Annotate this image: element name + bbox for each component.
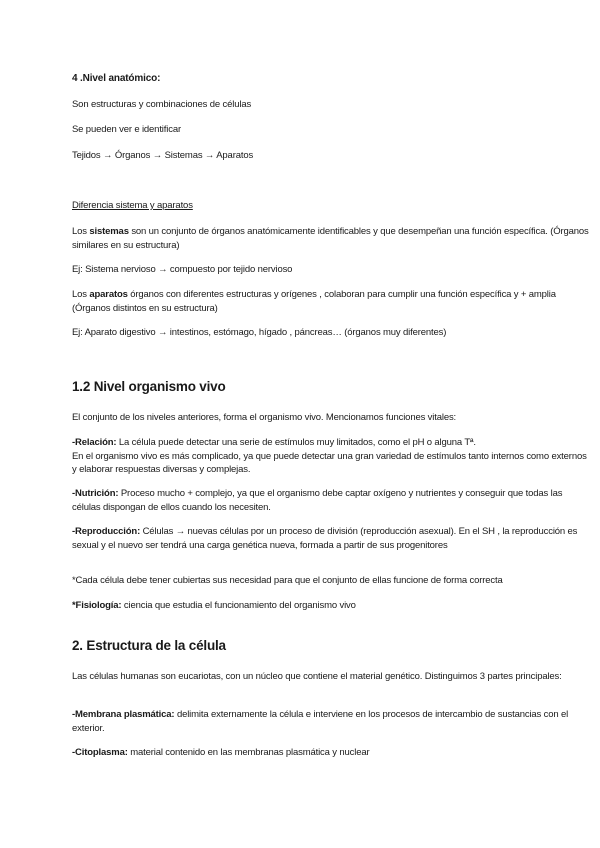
paragraph-intro-organismo: El conjunto de los niveles anteriores, forma el organismo vivo. Mencionamos funciones vitales: bbox=[72, 412, 457, 423]
nutricion-text: Proceso mucho + complejo, ya que el organismo debe captar oxígeno y nutrientes y conseguir que todas las células dispongan de ellos cuando los necesiten. bbox=[72, 488, 563, 513]
aparatos-term: aparatos bbox=[89, 289, 128, 300]
paragraph-ejemplo-aparato: Ej: Aparato digestivo → intestinos, estómago, hígado , páncreas… (órganos muy diferentes) bbox=[72, 327, 447, 338]
paragraph-nutricion bbox=[72, 487, 592, 514]
membrana-label: -Membrana plasmática: bbox=[72, 709, 175, 720]
paragraph-aparatos bbox=[72, 288, 592, 315]
aparatos-definition: órganos con diferentes estructuras y orígenes , colaboran para cumplir una función específica y + amplia (Órganos distintos en su estructura) bbox=[72, 289, 556, 314]
paragraph-nota-celula: *Cada célula debe tener cubiertas sus necesidad para que el conjunto de ellas funcione de forma correcta bbox=[72, 575, 503, 586]
citoplasma-label: -Citoplasma: bbox=[72, 747, 128, 758]
sistemas-definition: son un conjunto de órganos anatómicamente identificables y que desempeñan una función específica. (Órganos similares en su estructura) bbox=[72, 226, 589, 251]
reproduccion-text: Células → nuevas células por un proceso de división (reproducción asexual). En el SH , la reproducción es sexual y el nuevo ser tendrá una carga genética nueva, formada a partir de sus progenitores bbox=[72, 526, 578, 551]
fisiologia-text: ciencia que estudia el funcionamiento del organismo vivo bbox=[121, 600, 356, 611]
citoplasma-text: material contenido en las membranas plasmática y nuclear bbox=[127, 747, 370, 758]
subheading-diferencia: Diferencia sistema y aparatos bbox=[72, 200, 193, 211]
paragraph-jerarquia: Tejidos → Órganos → Sistemas → Aparatos bbox=[72, 150, 254, 161]
heading-estructura-celula: 2. Estructura de la célula bbox=[72, 638, 226, 653]
nutricion-label: -Nutrición: bbox=[72, 488, 119, 499]
paragraph-reproduccion bbox=[72, 525, 592, 552]
paragraph-fisiologia bbox=[72, 599, 592, 613]
relacion-label: -Relación: bbox=[72, 437, 117, 448]
reproduccion-label: -Reproducción: bbox=[72, 526, 141, 537]
paragraph-sistemas bbox=[72, 225, 592, 252]
fisiologia-label: *Fisiología: bbox=[72, 600, 122, 611]
paragraph-relacion bbox=[72, 436, 592, 477]
membrana-text: delimita externamente la célula e interviene en los procesos de intercambio de sustancias con el exterior. bbox=[72, 709, 569, 734]
heading-nivel-anatomico: 4 .Nivel anatómico: bbox=[72, 73, 161, 84]
sistemas-term: sistemas bbox=[89, 226, 129, 237]
paragraph-eucariotas: Las células humanas son eucariotas, con un núcleo que contiene el material genético. Distinguimos 3 partes principales: bbox=[72, 671, 562, 682]
aparatos-prefix: Los bbox=[72, 289, 90, 300]
paragraph-identificar: Se pueden ver e identificar bbox=[72, 124, 181, 135]
paragraph-membrana bbox=[72, 708, 592, 735]
paragraph-citoplasma bbox=[72, 746, 592, 760]
heading-nivel-organismo: 1.2 Nivel organismo vivo bbox=[72, 379, 226, 394]
relacion-text: La célula puede detectar una serie de estímulos muy limitados, como el pH o alguna Tª. bbox=[116, 437, 476, 448]
paragraph-ejemplo-sistema: Ej: Sistema nervioso → compuesto por tejido nervioso bbox=[72, 264, 293, 275]
sistemas-prefix: Los bbox=[72, 226, 90, 237]
relacion-text-2: En el organismo vivo es más complicado, ya que puede detectar una gran variedad de estímulos tanto internos como externos y elaborar respuestas diversas y complejas. bbox=[72, 450, 587, 475]
paragraph-estructuras: Son estructuras y combinaciones de células bbox=[72, 99, 252, 110]
